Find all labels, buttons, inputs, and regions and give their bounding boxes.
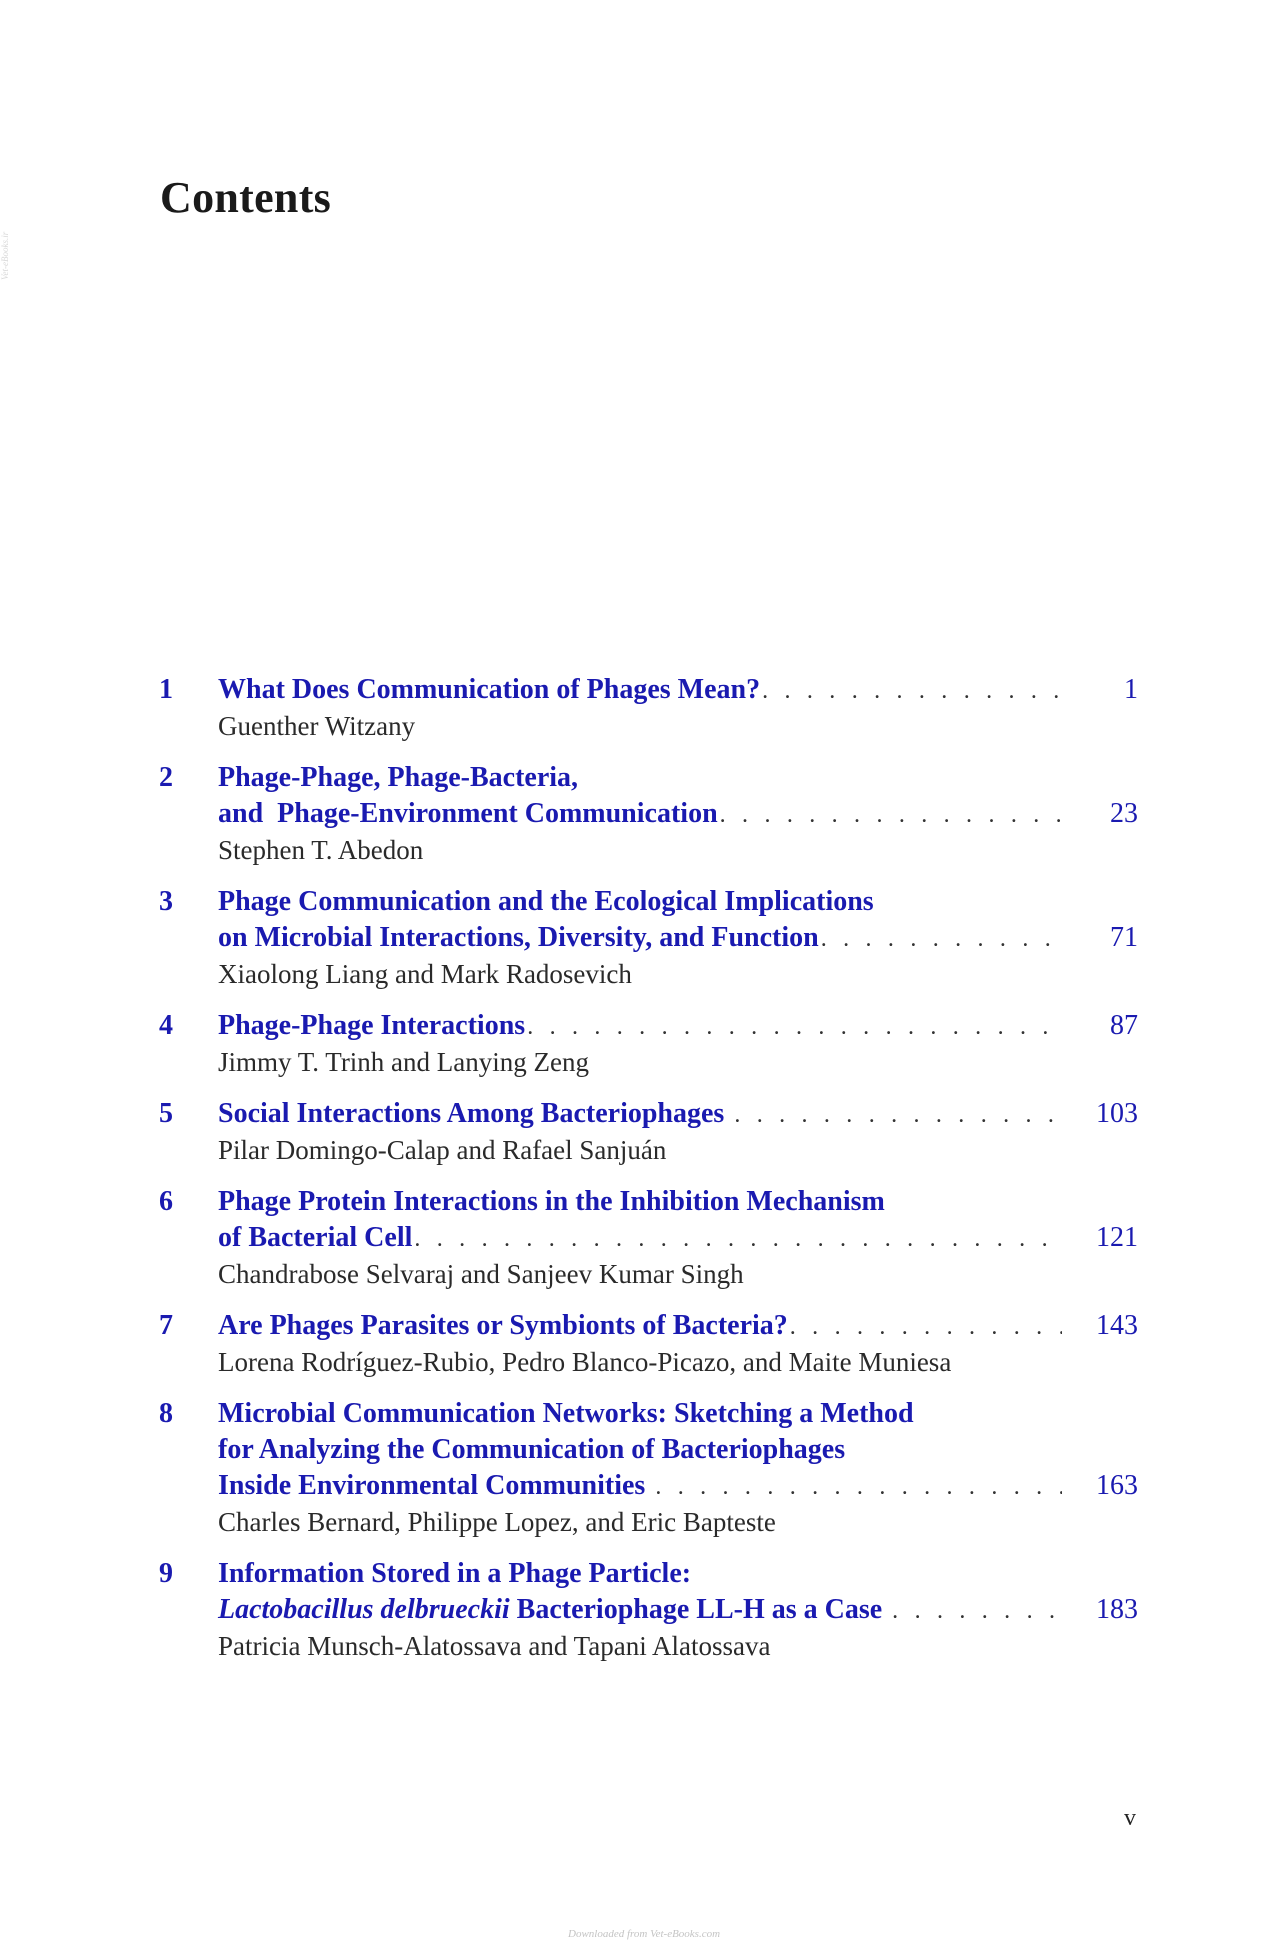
chapter-page-number[interactable]: 163 bbox=[1096, 1470, 1138, 1501]
leader-dots bbox=[655, 1469, 1062, 1505]
species-name-italic[interactable]: Lactobacillus delbrueckii bbox=[218, 1594, 510, 1625]
chapter-page-number[interactable]: 87 bbox=[1110, 1010, 1138, 1041]
chapter-title-remainder[interactable]: Bacteriophage LL-H as a Case bbox=[516, 1594, 883, 1625]
chapter-authors: Xiaolong Liang and Mark Radosevich bbox=[218, 959, 632, 989]
chapter-title-line[interactable] bbox=[218, 1220, 1068, 1257]
leader-dots bbox=[821, 921, 1062, 957]
chapter-title-link[interactable]: Phage-Phage Interactions bbox=[218, 1010, 526, 1041]
chapter-title-link[interactable]: Information Stored in a Phage Particle: bbox=[218, 1558, 692, 1589]
side-watermark: Vet-eBooks.ir bbox=[0, 231, 10, 280]
leader-dots bbox=[762, 673, 1062, 709]
chapter-authors: Patricia Munsch-Alatossava and Tapani Alatossava bbox=[218, 1631, 771, 1661]
chapter-page-number[interactable]: 71 bbox=[1110, 922, 1138, 953]
chapter-number: 7 bbox=[159, 1310, 173, 1341]
page-folio: v bbox=[1124, 1805, 1136, 1831]
chapter-title-link[interactable]: Are Phages Parasites or Symbionts of Bacteria? bbox=[218, 1310, 788, 1341]
chapter-number: 3 bbox=[159, 886, 173, 917]
chapter-title-link[interactable]: Phage Protein Interactions in the Inhibition Mechanism bbox=[218, 1186, 885, 1217]
chapter-title-link[interactable]: of Bacterial Cell bbox=[218, 1222, 413, 1253]
chapter-number: 8 bbox=[159, 1398, 173, 1429]
leader-dots bbox=[720, 797, 1062, 833]
chapter-page-number[interactable]: 23 bbox=[1110, 798, 1138, 829]
chapter-title-link[interactable]: for Analyzing the Communication of Bacteriophages bbox=[218, 1434, 846, 1465]
chapter-title-line[interactable] bbox=[218, 1556, 1068, 1592]
chapter-number: 6 bbox=[159, 1186, 173, 1217]
chapter-title-link[interactable]: Microbial Communication Networks: Sketching a Method bbox=[218, 1398, 914, 1429]
chapter-number: 1 bbox=[159, 674, 173, 705]
chapter-authors: Chandrabose Selvaraj and Sanjeev Kumar Singh bbox=[218, 1259, 744, 1289]
chapter-title-link[interactable]: and Phage-Environment Communication bbox=[218, 798, 718, 829]
chapter-title-line[interactable] bbox=[218, 1396, 1068, 1432]
chapter-title-line[interactable] bbox=[218, 760, 1068, 796]
chapter-title-line[interactable] bbox=[218, 1096, 1068, 1133]
chapter-title-line[interactable] bbox=[218, 796, 1068, 833]
chapter-title-line[interactable] bbox=[218, 1308, 1068, 1345]
chapter-title-line[interactable] bbox=[218, 920, 1068, 957]
chapter-authors: Stephen T. Abedon bbox=[218, 835, 424, 865]
chapter-page-number[interactable]: 143 bbox=[1096, 1310, 1138, 1341]
chapter-title-line[interactable] bbox=[218, 1468, 1068, 1505]
chapter-authors: Jimmy T. Trinh and Lanying Zeng bbox=[218, 1047, 589, 1077]
chapter-title-line[interactable] bbox=[218, 1592, 1068, 1629]
chapter-title-link[interactable] bbox=[218, 1592, 882, 1628]
leader-dots bbox=[790, 1309, 1062, 1345]
chapter-number: 5 bbox=[159, 1098, 173, 1129]
chapter-page-number[interactable]: 183 bbox=[1096, 1594, 1138, 1625]
chapter-title-link[interactable]: Phage-Phage, Phage-Bacteria, bbox=[218, 762, 579, 793]
chapter-authors: Charles Bernard, Philippe Lopez, and Eric Bapteste bbox=[218, 1507, 776, 1537]
page-title: Contents bbox=[160, 173, 332, 222]
chapter-title-line[interactable] bbox=[218, 884, 1068, 920]
chapter-page-number[interactable]: 103 bbox=[1096, 1098, 1138, 1129]
chapter-authors: Lorena Rodríguez-Rubio, Pedro Blanco-Picazo, and Maite Muniesa bbox=[218, 1347, 952, 1377]
chapter-title-line[interactable] bbox=[218, 1008, 1068, 1045]
chapter-title-line[interactable] bbox=[218, 1184, 1068, 1220]
chapter-page-number[interactable]: 1 bbox=[1124, 674, 1138, 705]
leader-dots bbox=[734, 1097, 1062, 1133]
chapter-authors: Pilar Domingo-Calap and Rafael Sanjuán bbox=[218, 1135, 667, 1165]
chapter-title-link[interactable]: Social Interactions Among Bacteriophages bbox=[218, 1098, 725, 1129]
chapter-title-link[interactable]: Phage Communication and the Ecological Implications bbox=[218, 886, 874, 917]
footer-watermark: Downloaded from Vet-eBooks.com bbox=[568, 1928, 721, 1940]
leader-dots bbox=[892, 1593, 1062, 1629]
leader-dots bbox=[527, 1009, 1062, 1045]
chapter-title-link[interactable]: on Microbial Interactions, Diversity, and Function bbox=[218, 922, 819, 953]
chapter-title-link[interactable]: What Does Communication of Phages Mean? bbox=[218, 674, 761, 705]
chapter-title-line[interactable] bbox=[218, 1432, 1068, 1468]
chapter-title-line[interactable] bbox=[218, 672, 1068, 709]
chapter-authors: Guenther Witzany bbox=[218, 711, 416, 741]
leader-dots bbox=[414, 1221, 1062, 1257]
chapter-page-number[interactable]: 121 bbox=[1096, 1222, 1138, 1253]
chapter-number: 2 bbox=[159, 762, 173, 793]
chapter-number: 4 bbox=[159, 1010, 173, 1041]
chapter-title-link[interactable]: Inside Environmental Communities bbox=[218, 1470, 646, 1501]
chapter-number: 9 bbox=[159, 1558, 173, 1589]
